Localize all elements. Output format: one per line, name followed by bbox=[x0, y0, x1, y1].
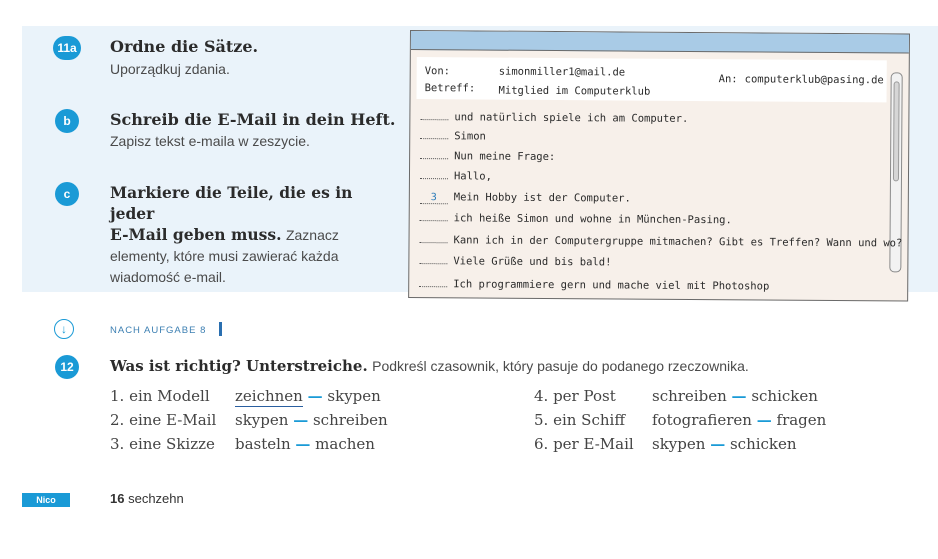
item-label: 2. eine E-Mail bbox=[110, 411, 217, 429]
email-titlebar bbox=[411, 31, 909, 53]
scrollbar-thumb[interactable] bbox=[893, 81, 900, 181]
task-12-heading bbox=[110, 357, 749, 376]
betreff-value: Mitglied im Computerklub bbox=[498, 84, 651, 98]
exercise-badge-12: 12 bbox=[55, 355, 79, 379]
task-11a-title: Ordne die Sätze. bbox=[110, 37, 259, 56]
option[interactable]: schicken bbox=[729, 435, 797, 453]
option[interactable]: skypen bbox=[235, 411, 289, 429]
order-blank[interactable] bbox=[420, 119, 448, 120]
exercise-item bbox=[110, 435, 215, 453]
option-underlined[interactable]: zeichnen bbox=[235, 387, 303, 405]
option[interactable]: schicken bbox=[751, 387, 818, 405]
exercise-item bbox=[110, 387, 210, 405]
order-blank[interactable] bbox=[420, 138, 448, 139]
option[interactable]: schreiben bbox=[312, 411, 388, 429]
an-label: An: bbox=[718, 73, 738, 86]
arrow-down-icon: ↓ bbox=[54, 319, 74, 339]
task-11a-subtitle: Uporządkuj zdania. bbox=[110, 61, 230, 77]
exercise-options: skypen — schreiben bbox=[235, 411, 388, 429]
email-line: Hallo, bbox=[420, 170, 492, 183]
option[interactable]: basteln bbox=[235, 435, 291, 453]
email-line: Nun meine Frage: bbox=[420, 150, 555, 163]
exercise-badge-b: b bbox=[55, 109, 79, 133]
nach-aufgabe-bar bbox=[219, 322, 222, 336]
von-value: simonmiller1@mail.de bbox=[498, 65, 626, 79]
order-blank[interactable] bbox=[420, 242, 448, 243]
email-line: Simon bbox=[420, 130, 486, 142]
item-label: 6. per E-Mail bbox=[534, 435, 634, 453]
exercise-options: zeichnen — skypen bbox=[235, 387, 381, 405]
item-label: 4. per Post bbox=[534, 387, 616, 405]
item-label: 5. ein Schiff bbox=[534, 411, 625, 429]
exercise-options: schreiben — schicken bbox=[652, 387, 818, 405]
email-line: Kann ich in der Computergruppe mitmachen? Gibt es Treffen? Wann und wo? bbox=[419, 234, 902, 249]
exercise-options: fotografieren — fragen bbox=[652, 411, 827, 429]
nach-aufgabe-label: NACH AUFGABE 8 bbox=[110, 325, 207, 336]
order-blank[interactable] bbox=[420, 178, 448, 179]
task-12-title: Was ist richtig? Unterstreiche. bbox=[110, 357, 368, 375]
item-label: 1. ein Modell bbox=[110, 387, 210, 405]
email-line: und natürlich spiele ich am Computer. bbox=[420, 111, 688, 125]
task-c-title-line2: E-Mail geben muss. bbox=[110, 225, 282, 244]
option[interactable]: fragen bbox=[776, 411, 827, 429]
option[interactable]: skypen bbox=[652, 435, 706, 453]
task-b-subtitle: Zapisz tekst e-maila w zeszycie. bbox=[110, 133, 310, 149]
option[interactable]: machen bbox=[315, 435, 375, 453]
order-blank[interactable]: 3 bbox=[420, 192, 448, 204]
email-line: 3 Mein Hobby ist der Computer. bbox=[420, 191, 631, 205]
task-c-sub-line2: elementy, które musi zawierać każda bbox=[110, 248, 339, 264]
option[interactable]: skypen bbox=[327, 387, 381, 405]
betreff-label: Betreff: bbox=[424, 82, 476, 95]
page-number: 16 sechzehn bbox=[110, 491, 184, 506]
exercise-options: basteln — machen bbox=[235, 435, 375, 453]
order-blank[interactable] bbox=[420, 158, 448, 159]
task-c-title-line1: Markiere die Teile, die es in jeder bbox=[110, 183, 353, 223]
exercise-badge-c: c bbox=[55, 182, 79, 206]
task-c-sub-inline: Zaznacz bbox=[285, 227, 339, 243]
order-blank[interactable] bbox=[419, 263, 447, 264]
character-tag: Nico bbox=[22, 493, 70, 507]
task-c-text bbox=[110, 182, 390, 288]
email-line: ich heiße Simon und wohne in München-Pasing. bbox=[420, 212, 732, 226]
exercise-badge-11a: 11a bbox=[53, 36, 81, 60]
email-line: Viele Grüße und bis bald! bbox=[419, 255, 611, 268]
email-line: Ich programmiere gern und mache viel mit Photoshop bbox=[419, 278, 769, 292]
an-value: computerklub@pasing.de bbox=[744, 73, 884, 87]
exercise-item bbox=[534, 387, 616, 405]
task-b-title: Schreib die E-Mail in dein Heft. bbox=[110, 110, 396, 129]
von-label: Von: bbox=[424, 65, 451, 78]
order-blank[interactable] bbox=[420, 220, 448, 221]
exercise-options: skypen — schicken bbox=[652, 435, 797, 453]
email-window bbox=[408, 30, 910, 301]
task-12-subtitle: Podkreśl czasownik, który pasuje do podanego rzeczownika. bbox=[372, 358, 749, 374]
exercise-item bbox=[110, 411, 216, 429]
item-label: 3. eine Skizze bbox=[110, 435, 215, 453]
exercise-item bbox=[534, 411, 625, 429]
order-blank[interactable] bbox=[419, 286, 447, 287]
exercise-item bbox=[534, 435, 634, 453]
option[interactable]: fotografieren bbox=[652, 411, 752, 429]
option[interactable]: schreiben bbox=[652, 387, 727, 405]
task-c-sub-line3: wiadomość e-mail. bbox=[110, 269, 226, 285]
